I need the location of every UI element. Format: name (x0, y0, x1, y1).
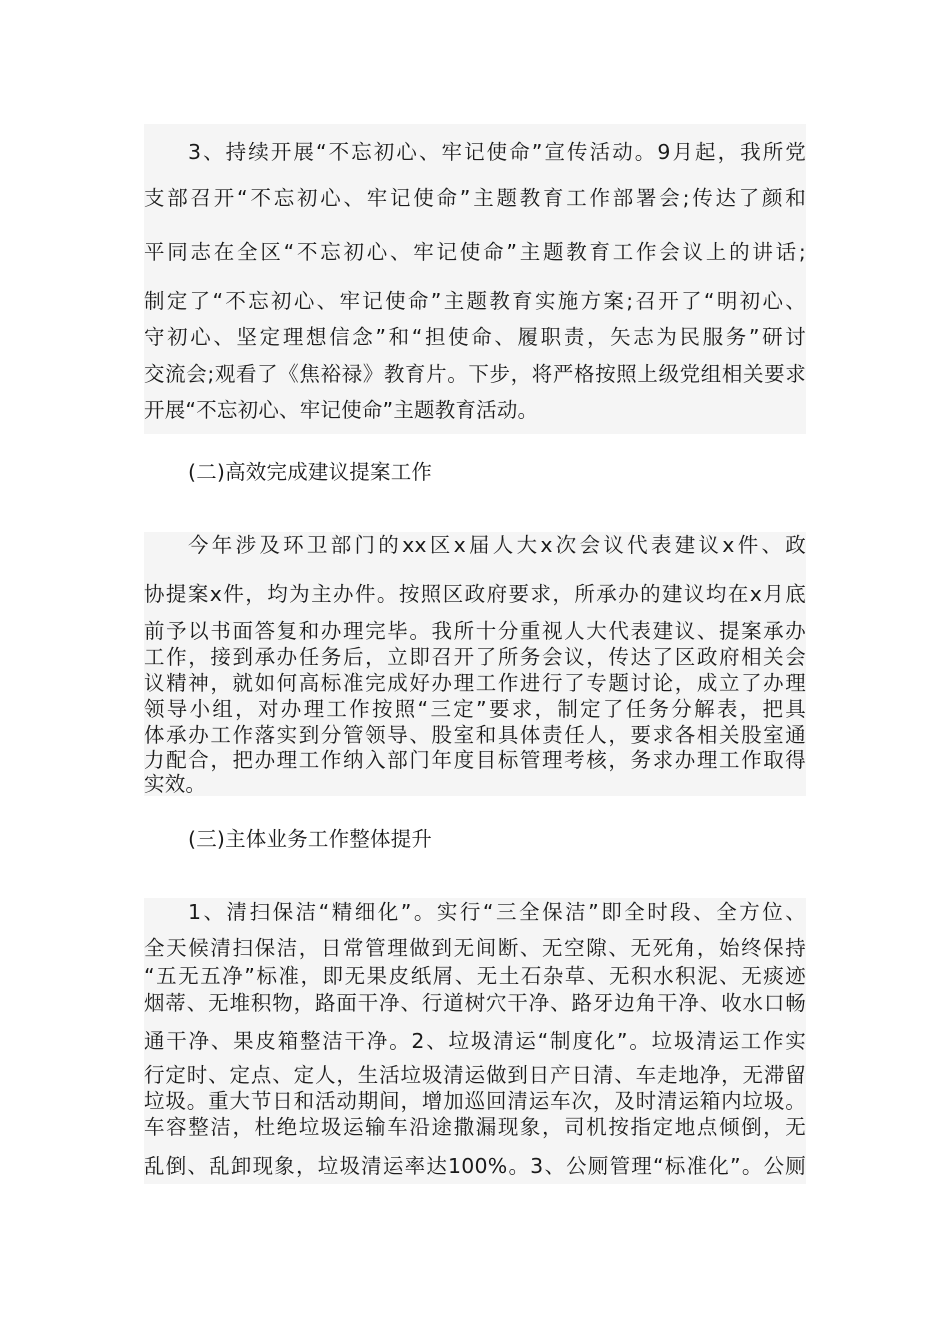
paragraph-line: 工作，接到承办任务后，立即召开了所务会议，传达了区政府相关会 (144, 645, 806, 669)
paragraph-line: 力配合，把办理工作纳入部门年度目标管理考核，务求办理工作取得 (144, 748, 806, 772)
paragraph-line: 行定时、定点、定人，生活垃圾清运做到日产日清、车走地净，无滞留 (144, 1063, 806, 1087)
paragraph-line: 3、持续开展“不忘初心、牢记使命”宣传活动。9月起，我所党 (188, 140, 806, 164)
paragraph-line: 协提案x件，均为主办件。按照区政府要求，所承办的建议均在x月底 (144, 582, 806, 606)
paragraph-line: 烟蒂、无堆积物，路面干净、行道树穴干净、路牙边角干净、收水口畅 (144, 991, 806, 1015)
paragraph-line: 今年涉及环卫部门的xx区x届人大x次会议代表建议x件、政 (188, 533, 806, 557)
paragraph-line: 1、清扫保洁“精细化”。实行“三全保洁”即全时段、全方位、 (188, 900, 806, 924)
paragraph-line: 体承办工作落实到分管领导、股室和具体责任人，要求各相关股室通 (144, 723, 806, 747)
paragraph-line: 议精神，就如何高标准完成好办理工作进行了专题讨论，成立了办理 (144, 671, 806, 695)
paragraph-line: 垃圾。重大节日和活动期间，增加巡回清运车次，及时清运箱内垃圾。 (144, 1089, 806, 1113)
paragraph-line: 车容整洁，杜绝垃圾运输车沿途撒漏现象，司机按指定地点倾倒，无 (144, 1115, 806, 1139)
paragraph-line: 制定了“不忘初心、牢记使命”主题教育实施方案;召开了“明初心、 (144, 289, 806, 313)
paragraph-line: “五无五净”标准，即无果皮纸屑、无土石杂草、无积水积泥、无痰迹 (144, 964, 806, 988)
paragraph-line: 实效。 (144, 772, 207, 796)
paragraph-line: 前予以书面答复和办理完毕。我所十分重视人大代表建议、提案承办 (144, 619, 806, 643)
paragraph-line: 守初心、坚定理想信念”和“担使命、履职责，矢志为民服务”研讨 (144, 325, 806, 349)
section-heading: (二)高效完成建议提案工作 (188, 460, 433, 484)
paragraph-line: 开展“不忘初心、牢记使命”主题教育活动。 (144, 398, 539, 422)
paragraph-line: 乱倒、乱卸现象，垃圾清运率达100%。3、公厕管理“标准化”。公厕 (144, 1154, 806, 1178)
paragraph-line: 全天候清扫保洁，日常管理做到无间断、无空隙、无死角，始终保持 (144, 936, 806, 960)
paragraph-line: 通干净、果皮箱整洁干净。2、垃圾清运“制度化”。垃圾清运工作实 (144, 1029, 806, 1053)
paragraph-line: 领导小组，对办理工作按照“三定”要求，制定了任务分解表，把具 (144, 697, 806, 721)
paragraph-line: 平同志在全区“不忘初心、牢记使命”主题教育工作会议上的讲话; (144, 240, 806, 264)
paragraph-line: 交流会;观看了《焦裕禄》教育片。下步，将严格按照上级党组相关要求 (144, 362, 806, 386)
section-heading: (三)主体业务工作整体提升 (188, 827, 433, 851)
paragraph-line: 支部召开“不忘初心、牢记使命”主题教育工作部署会;传达了颜和 (144, 186, 806, 210)
